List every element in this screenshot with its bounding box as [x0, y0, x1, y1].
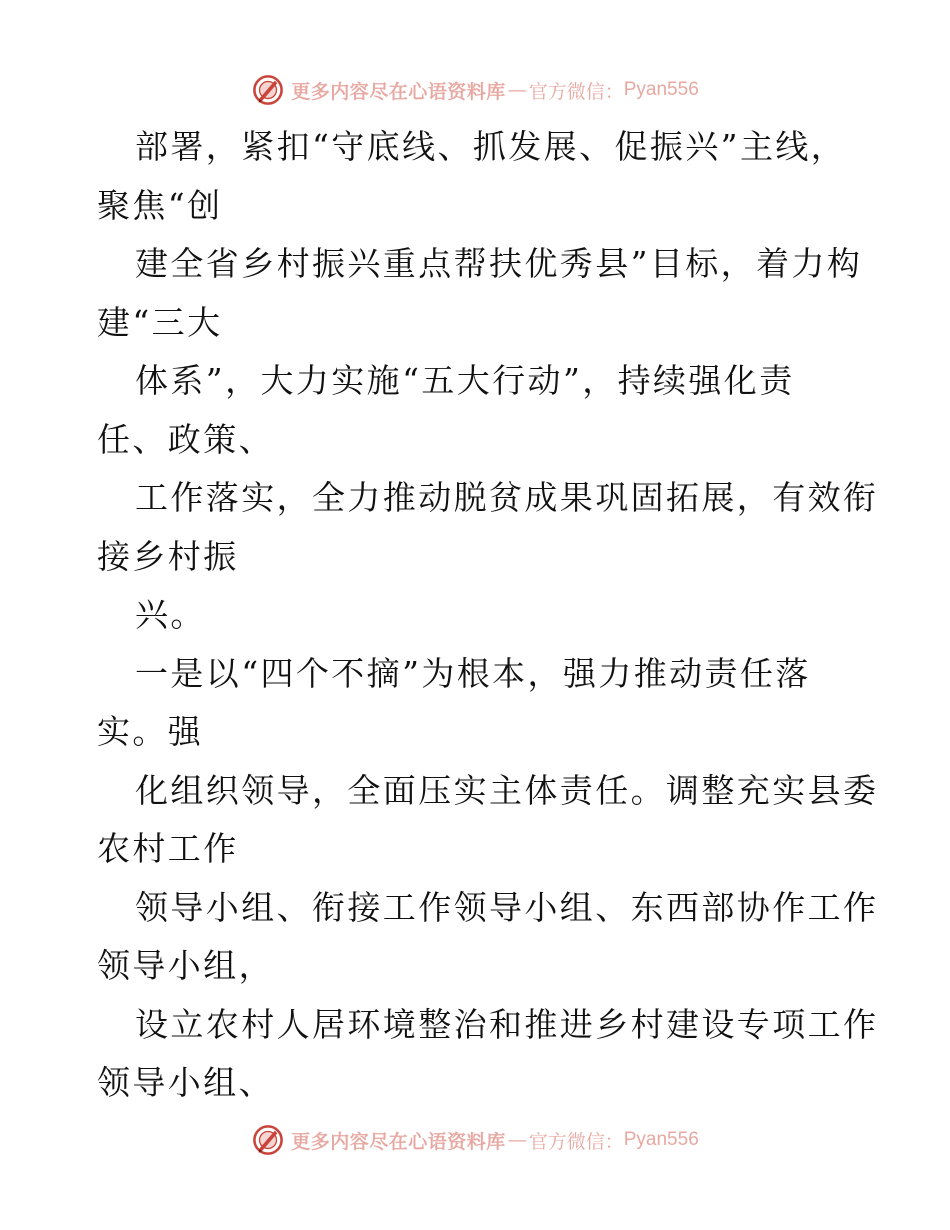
text-line: 任、政策、: [97, 419, 274, 459]
footer-official-label: 官方微信：: [528, 1130, 624, 1153]
text-line: 体系”，大力实施“五大行动”，持续强化责: [135, 361, 795, 400]
text-line: 实。强: [97, 712, 204, 751]
logo-icon: [251, 1123, 285, 1157]
text-line: 领导小组、衔接工作领导小组、东西部协作工作: [135, 887, 879, 927]
header-dash: —: [507, 79, 527, 101]
text-line: 部署，紧扣“守底线、抓发展、促振兴”主线，: [135, 127, 847, 166]
header-wechat-handle: Pyan556: [623, 79, 699, 100]
text-line: 设立农村人居环境整治和推进乡村建设专项工作: [135, 1004, 879, 1044]
text-line: 领导小组，: [97, 946, 274, 985]
text-line: 建全省乡村振兴重点帮扶优秀县”目标，着力构: [135, 244, 863, 283]
text-line: 工作落实，全力推动脱贫成果巩固拓展，有效衔: [135, 478, 879, 517]
header-watermark: [0, 70, 950, 110]
text-line: 建“三大: [97, 302, 223, 342]
text-line: 接乡村振: [97, 536, 239, 576]
text-line: 领导小组、: [97, 1063, 274, 1102]
text-line: 聚焦“创: [97, 185, 223, 225]
header-official-label: 官方微信：: [528, 80, 624, 103]
footer-tagline: 更多内容尽在心语资料库: [291, 1130, 506, 1153]
text-line: 农村工作: [97, 829, 239, 868]
footer-wechat-handle: Pyan556: [623, 1129, 699, 1150]
footer-dash: —: [507, 1129, 527, 1151]
footer-watermark: [0, 1120, 950, 1160]
text-line: 化组织领导，全面压实主体责任。调整充实县委: [135, 770, 879, 810]
text-line: 一是以“四个不摘”为根本，强力推动责任落: [135, 653, 811, 693]
document-body: [0, 118, 950, 1113]
logo-icon: [251, 73, 285, 107]
header-tagline: 更多内容尽在心语资料库: [291, 80, 506, 103]
text-line: 兴。: [135, 595, 206, 634]
